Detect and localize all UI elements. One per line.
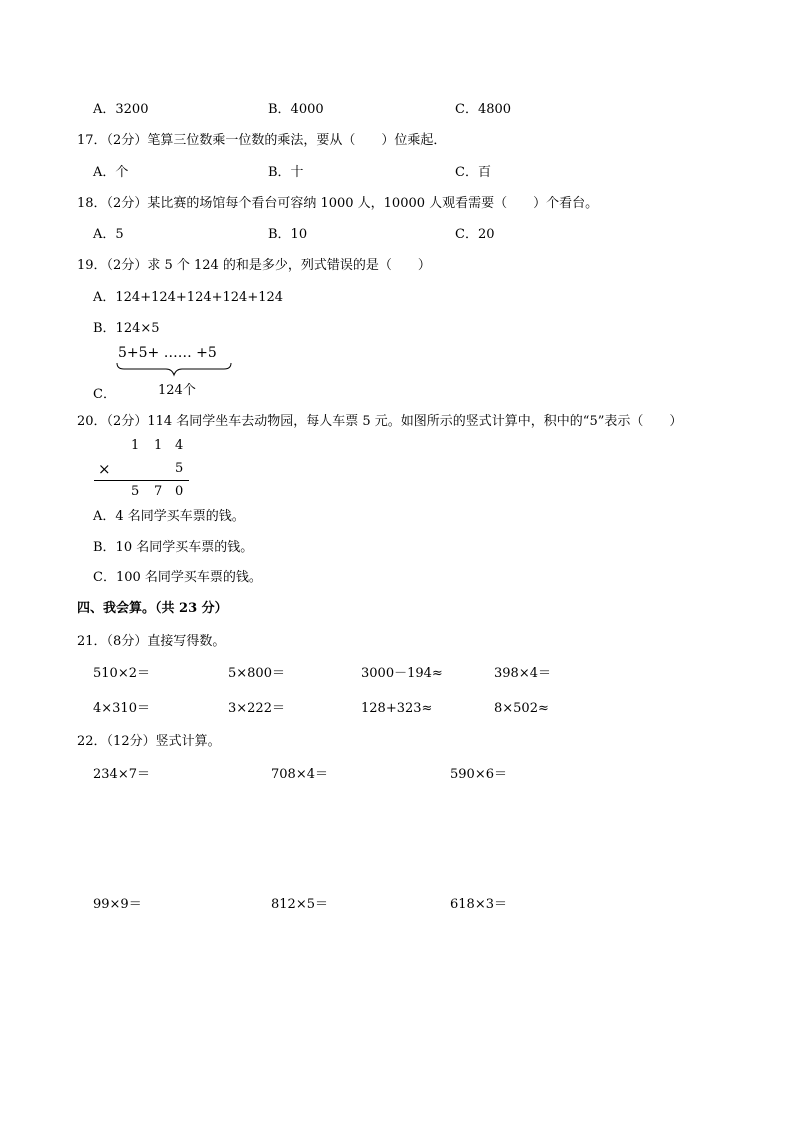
q17-option-b: B．十 <box>268 165 304 180</box>
q17-stem: 17．（2分）笔算三位数乘一位数的乘法，要从（ ）位乘起． <box>77 133 447 148</box>
q20-top-digit: 4 <box>175 438 184 453</box>
q19-option-c-label: C． <box>93 387 116 402</box>
q21-problem: 8×502≈ <box>494 701 549 716</box>
q20-result-digit: 0 <box>175 484 184 499</box>
q18-option-c: C．20 <box>455 227 495 242</box>
q22-problem: 590×6＝ <box>450 767 507 782</box>
q20-result-digit: 5 <box>131 484 140 499</box>
q22-problem: 708×4＝ <box>271 767 328 782</box>
q20-top-digit: 1 <box>131 438 140 453</box>
q20-divider-line <box>94 480 189 481</box>
q20-option-a: A．4 名同学买车票的钱。 <box>93 509 245 524</box>
q18-option-b: B．10 <box>268 227 308 242</box>
q20-option-b: B．10 名同学买车票的钱。 <box>93 540 254 555</box>
q21-problem: 3000－194≈ <box>361 666 443 681</box>
q19-option-c-expression: 5+5+ …… +5 <box>118 345 217 361</box>
q21-stem: 21．（8分）直接写得数。 <box>77 634 226 649</box>
q19-option-a: A．124+124+124+124+124 <box>93 290 284 305</box>
q22-problem: 812×5＝ <box>271 897 328 912</box>
q17-option-c: C．百 <box>455 165 491 180</box>
q16-option-b: B．4000 <box>268 102 324 117</box>
q20-top-digit: 1 <box>154 438 163 453</box>
q17-option-a: A．个 <box>93 165 129 180</box>
section-4-title: 四、我会算。（共 23 分） <box>77 601 228 616</box>
q21-problem: 510×2＝ <box>93 666 150 681</box>
q19-underbrace-icon <box>116 362 232 378</box>
q20-result-digit: 7 <box>154 484 163 499</box>
q21-problem: 4×310＝ <box>93 701 150 716</box>
q21-problem: 5×800＝ <box>228 666 285 681</box>
q19-option-b: B．124×5 <box>93 321 160 336</box>
q22-problem: 618×3＝ <box>450 897 507 912</box>
q20-times-sign: × <box>98 460 111 478</box>
q21-problem: 3×222＝ <box>228 701 285 716</box>
q18-option-a: A．5 <box>93 227 124 242</box>
q19-stem: 19．（2分）求 5 个 124 的和是多少，列式错误的是（ ） <box>77 258 431 273</box>
q20-multiplier: 5 <box>175 461 184 476</box>
q18-stem: 18．（2分）某比赛的场馆每个看台可容纳 1000 人，10000 人观看需要（ ）个看台。 <box>77 196 599 211</box>
q21-problem: 128+323≈ <box>361 701 433 716</box>
q22-stem: 22．（12分）竖式计算。 <box>77 734 221 749</box>
q22-problem: 234×7＝ <box>93 767 150 782</box>
q20-option-c: C．100 名同学买车票的钱。 <box>93 570 262 585</box>
q19-option-c-count: 124个 <box>158 383 196 398</box>
q21-problem: 398×4＝ <box>494 666 551 681</box>
q16-option-a: A．3200 <box>93 102 149 117</box>
q22-problem: 99×9＝ <box>93 897 142 912</box>
q16-option-c: C．4800 <box>455 102 512 117</box>
q20-stem: 20．（2分）114 名同学坐车去动物园，每人车票 5 元。如图所示的竖式计算中，积中的“5”表示（ ） <box>77 414 683 429</box>
